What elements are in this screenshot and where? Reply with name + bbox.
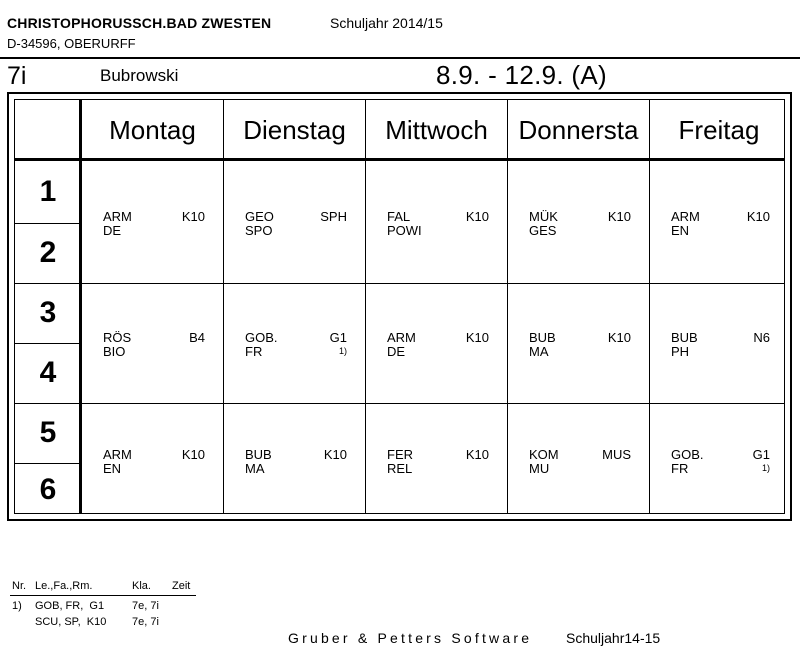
period-number: 1 <box>39 174 57 208</box>
lesson-room: N6 <box>753 330 770 345</box>
class-name: 7i <box>7 62 27 90</box>
lesson-cell <box>387 448 489 476</box>
day-header: Freitag <box>678 115 760 145</box>
lesson-subject: POWI <box>387 222 422 238</box>
school-address: D-34596, OBERURFF <box>7 36 136 51</box>
lesson-cell <box>387 331 489 359</box>
legend-col-kla: Kla. <box>132 580 151 592</box>
day-header: Donnersta <box>518 115 639 145</box>
lesson-note: 1) <box>338 346 347 356</box>
day-column-divider <box>223 100 224 513</box>
lesson-cell <box>671 448 770 476</box>
legend-row-kla: 7e, 7i <box>132 616 159 628</box>
lesson-subject: FR <box>671 461 689 476</box>
lesson-subject: SPO <box>245 222 273 238</box>
legend-row-nr: 1) <box>12 600 22 612</box>
period-divider <box>15 463 79 464</box>
lesson-subject: MA <box>529 344 549 359</box>
lesson-room: K10 <box>607 208 631 224</box>
lesson-room: K10 <box>465 447 489 462</box>
legend-row-kla: 7e, 7i <box>132 600 159 612</box>
day-header: Dienstag <box>243 115 346 145</box>
header-divider <box>0 57 800 59</box>
lesson-teacher: MÜK <box>529 208 558 224</box>
lesson-teacher: BUB <box>671 330 698 345</box>
footer-software: Gruber & Petters Software <box>288 630 533 646</box>
day-header: Mittwoch <box>385 115 488 145</box>
lesson-teacher: FAL <box>387 208 411 224</box>
lesson-room: K10 <box>323 447 347 462</box>
lesson-teacher: BUB <box>245 447 272 462</box>
legend-col-nr: Nr. <box>12 580 27 592</box>
lesson-room: K10 <box>607 330 631 345</box>
lesson-teacher: GEO <box>245 208 274 224</box>
school-name: CHRISTOPHORUSSCH.BAD ZWESTEN <box>7 15 272 31</box>
lesson-subject: GES <box>529 222 557 238</box>
legend-row-lfr: SCU, SP, K10 <box>35 616 107 628</box>
lesson-teacher: ARM <box>103 447 132 462</box>
lesson-subject: EN <box>103 461 122 476</box>
period-divider <box>15 223 79 224</box>
lesson-subject: EN <box>671 222 690 238</box>
legend-divider <box>10 595 196 596</box>
school-year: Schuljahr 2014/15 <box>330 15 443 31</box>
lesson-subject: DE <box>387 344 406 359</box>
block-divider <box>15 403 784 404</box>
lesson-room: G1 <box>329 330 347 345</box>
block-divider <box>15 283 784 284</box>
lesson-teacher: ARM <box>103 208 132 224</box>
period-divider <box>15 343 79 344</box>
lesson-subject: FR <box>245 344 263 359</box>
lesson-cell <box>671 331 770 359</box>
lesson-teacher: KOM <box>529 447 559 462</box>
lesson-cell <box>387 210 489 238</box>
lesson-room: K10 <box>465 330 489 345</box>
lesson-cell <box>103 448 205 476</box>
lesson-room: SPH <box>320 208 347 224</box>
lesson-subject: BIO <box>103 344 126 359</box>
lesson-teacher: BUB <box>529 330 556 345</box>
period-number: 4 <box>39 356 57 389</box>
lesson-subject: REL <box>387 461 413 476</box>
footer-year: Schuljahr14-15 <box>566 630 661 646</box>
lesson-room: B4 <box>189 330 205 345</box>
lesson-subject: DE <box>103 222 122 238</box>
lesson-teacher: FER <box>387 447 413 462</box>
class-teacher: Bubrowski <box>100 66 179 85</box>
lesson-teacher: GOB. <box>671 447 704 462</box>
period-number: 3 <box>39 296 57 329</box>
legend-col-zeit: Zeit <box>172 580 191 592</box>
lesson-subject: MA <box>245 461 265 476</box>
lesson-room: MUS <box>602 447 631 462</box>
lesson-note: 1) <box>761 463 770 473</box>
lesson-room: K10 <box>181 447 205 462</box>
lesson-cell <box>529 448 631 476</box>
timetable-grid <box>7 92 792 521</box>
day-column-divider <box>649 100 650 513</box>
lesson-cell <box>245 331 347 359</box>
lesson-cell <box>103 331 205 359</box>
week-range: 8.9. - 12.9. (A) <box>436 60 607 90</box>
day-header: Montag <box>109 115 196 145</box>
day-column-divider <box>365 100 366 513</box>
day-column-divider <box>507 100 508 513</box>
timetable-inner <box>14 99 785 514</box>
lesson-teacher: ARM <box>671 208 700 224</box>
lesson-cell <box>103 210 205 238</box>
lesson-cell <box>529 331 631 359</box>
legend-row-lfr: GOB, FR, G1 <box>35 600 105 612</box>
lesson-subject: PH <box>671 344 690 359</box>
lesson-cell <box>245 210 347 238</box>
lesson-teacher: GOB. <box>245 330 278 345</box>
lesson-cell <box>529 210 631 238</box>
lesson-teacher: ARM <box>387 330 416 345</box>
lesson-room: K10 <box>181 208 205 224</box>
lesson-room: K10 <box>465 208 489 224</box>
lesson-teacher: RÖS <box>103 330 132 345</box>
lesson-cell <box>245 448 347 476</box>
period-number: 2 <box>39 236 57 269</box>
lesson-subject: MU <box>529 461 550 476</box>
legend-col-lfr: Le.,Fa.,Rm. <box>35 580 93 592</box>
period-number: 6 <box>39 473 57 506</box>
period-number: 5 <box>39 416 57 449</box>
lesson-room: G1 <box>752 447 770 462</box>
lesson-cell <box>671 210 770 238</box>
lesson-room: K10 <box>746 208 770 224</box>
